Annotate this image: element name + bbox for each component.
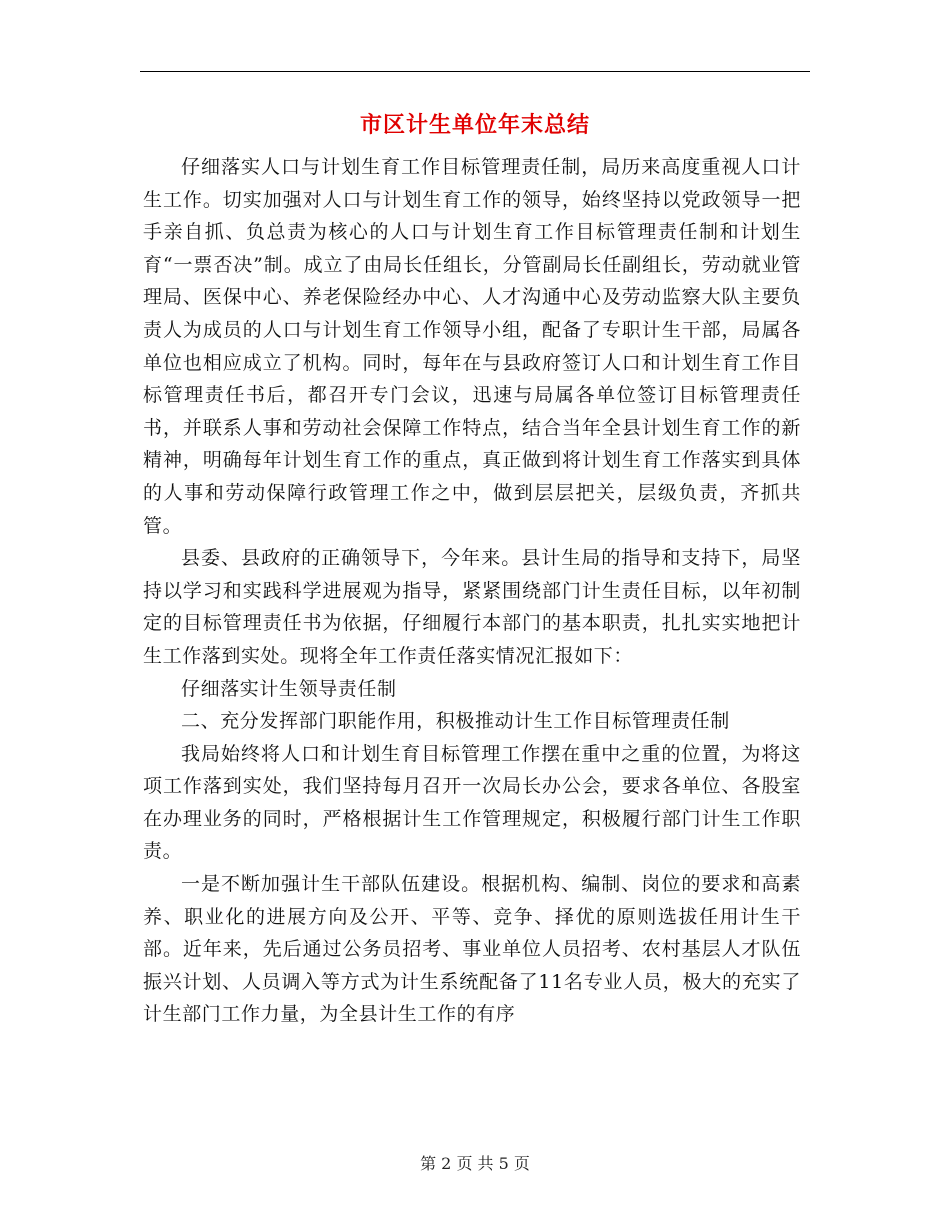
paragraph-5: 我局始终将人口和计划生育目标管理工作摆在重中之重的位置，为将这项工作落到实处，我们坚持每月召开一次局长办公会，要求各单位、各股室在办理业务的同时，严格根据计生工作管理规定，积极履行部门计生工作职责。 [143,742,801,863]
document-title: 市区计生单位年末总结 [359,112,590,138]
header-rule [140,71,810,72]
paragraph-2: 县委、县政府的正确领导下，今年来。县计生局的指导和支持下，局坚持以学习和实践科学进展观为指导，紧紧围绕部门计生责任目标，以年初制定的目标管理责任书为依据，仔细履行本部门的基本职责，扎扎实实地把计生工作落到实处。现将全年工作责任落实情况汇报如下： [143,547,801,667]
paragraph-6: 一是不断加强计生干部队伍建设。根据机构、编制、岗位的要求和高素养、职业化的进展方向及公开、平等、竞争、择优的原则选拔任用计生干部。近年来，先后通过公务员招考、事业单位人员招考、农村基层人才队伍振兴计划、人员调入等方式为计生系统配备了11名专业人员，极大的充实了计生部门工作力量，为全县计生工作的有序 [143,873,801,1026]
paragraph-4-heading: 二、充分发挥部门职能作用，积极推动计生工作目标管理责任制 [181,710,730,733]
document-body [143,151,801,1031]
paragraph-1: 仔细落实人口与计划生育工作目标管理责任制，局历来高度重视人口计生工作。切实加强对人口与计划生育工作的领导，始终坚持以党政领导一把手亲自抓、负总责为核心的人口与计划生育工作目标管理责任制和计划生育“一票否决”制。成立了由局长任组长，分管副局长任副组长，劳动就业管理局、医保中心、养老保险经办中心、人才沟通中心及劳动监察大队主要负责人为成员的人口与计划生育工作领导小组，配备了专职计生干部，局属各单位也相应成立了机构。同时，每年在与县政府签订人口和计划生育工作目标管理责任书后，都召开专门会议，迅速与局属各单位签订目标管理责任书，并联系人事和劳动社会保障工作特点，结合当年全县计划生育工作的新精神，明确每年计划生育工作的重点，真正做到将计划生育工作落实到具体的人事和劳动保障行政管理工作之中，做到层层把关，层级负责，齐抓共管。 [143,156,801,537]
paragraph-3-heading: 仔细落实计生领导责任制 [181,677,397,700]
page-number-footer: 第 2 页 共 5 页 [420,1154,530,1173]
